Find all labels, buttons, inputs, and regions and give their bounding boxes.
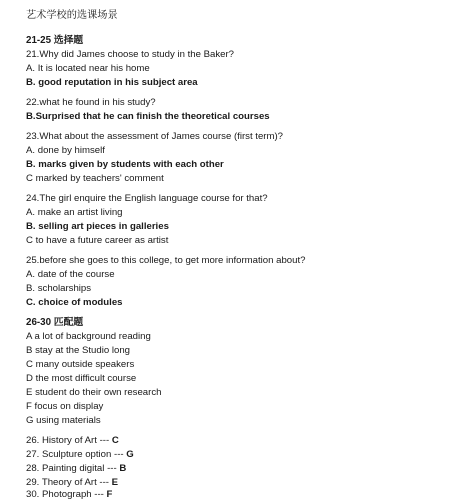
matching-option: A a lot of background reading <box>26 331 151 342</box>
matching-answer-letter: G <box>126 449 134 460</box>
matching-answer-row <box>26 477 118 489</box>
matching-answer-label: 29. Theory of Art --- <box>26 477 112 488</box>
question-text: 22.what he found in his study? <box>26 97 156 108</box>
correct-answer-option: C. choice of modules <box>26 297 123 308</box>
matching-option: E student do their own research <box>26 387 162 398</box>
correct-answer-option: B.Surprised that he can finish the theoretical courses <box>26 111 270 122</box>
answer-option: A. It is located near his home <box>26 63 150 74</box>
page-title: 艺术学校的选课场景 <box>26 10 118 21</box>
matching-answer-letter: F <box>106 489 113 500</box>
section-heading: 21-25 选择题 <box>26 35 84 46</box>
matching-option: B stay at the Studio long <box>26 345 130 356</box>
answer-option: C marked by teachers' comment <box>26 173 164 184</box>
question-text: 21.Why did James choose to study in the Baker? <box>26 49 234 60</box>
matching-answer-row <box>26 435 119 447</box>
matching-answer-letter: C <box>111 435 119 446</box>
matching-option: F focus on display <box>26 401 104 412</box>
matching-answer-label: 30. Photograph --- <box>26 489 107 500</box>
matching-answer-label: 28. Painting digital --- <box>26 463 120 474</box>
question-text: 25.before she goes to this college, to get more information about? <box>26 255 306 266</box>
answer-option: A. done by himself <box>26 145 105 156</box>
matching-option: G using materials <box>26 415 101 426</box>
matching-answer-letter: E <box>111 477 119 488</box>
question-text: 24.The girl enquire the English language course for that? <box>26 193 268 204</box>
matching-option: D the most difficult course <box>26 373 137 384</box>
correct-answer-option: B. selling art pieces in galleries <box>26 221 169 232</box>
correct-answer-option: B. marks given by students with each other <box>26 159 224 170</box>
matching-answer-row <box>26 449 134 461</box>
matching-answer-letter: B <box>119 463 127 474</box>
correct-answer-option: B. good reputation in his subject area <box>26 77 198 88</box>
matching-answer-label: 27. Sculpture option --- <box>26 449 127 460</box>
section-heading: 26-30 匹配题 <box>26 317 84 328</box>
matching-answer-row <box>26 463 126 475</box>
answer-option: A. make an artist living <box>26 207 123 218</box>
answer-option: C to have a future career as artist <box>26 235 169 246</box>
matching-answer-row <box>26 489 112 501</box>
matching-option: C many outside speakers <box>26 359 135 370</box>
answer-option: A. date of the course <box>26 269 115 280</box>
matching-answer-label: 26. History of Art --- <box>26 435 112 446</box>
question-text: 23.What about the assessment of James course (first term)? <box>26 131 284 142</box>
answer-option: B. scholarships <box>26 283 92 294</box>
